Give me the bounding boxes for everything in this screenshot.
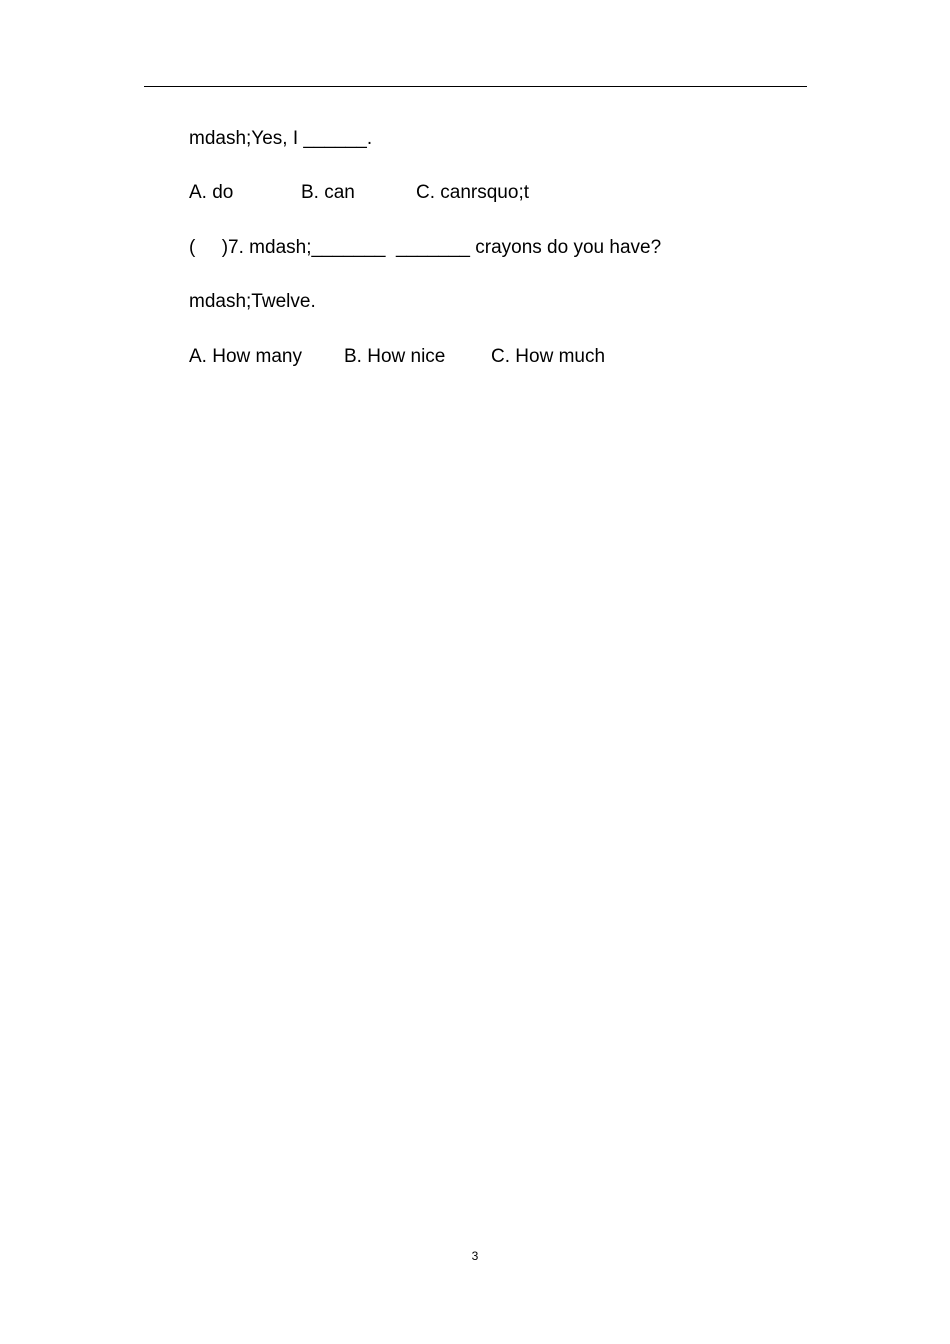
page-number: 3	[471, 1249, 479, 1263]
q7-options	[189, 345, 606, 441]
q6-option-a: A. do	[189, 182, 234, 203]
q7-question-line	[189, 236, 662, 284]
q7-option-c: C. How much	[491, 346, 606, 367]
q6-option-c: C. canrsquo;t	[416, 182, 529, 203]
q7-option-b: B. How nice	[344, 346, 446, 367]
q6-option-b: B. can	[301, 182, 355, 203]
q7-answer-text: mdash;Twelve.	[189, 291, 316, 312]
q7-question-text: ( )7. mdash;_______ _______ crayons do you have?	[189, 237, 662, 258]
header-rule	[144, 86, 807, 87]
q6-answer-line	[189, 127, 373, 175]
q7-option-a: A. How many	[189, 346, 302, 367]
q7-answer-line	[189, 290, 316, 338]
q6-answer-text: mdash;Yes, I ______.	[189, 128, 373, 149]
